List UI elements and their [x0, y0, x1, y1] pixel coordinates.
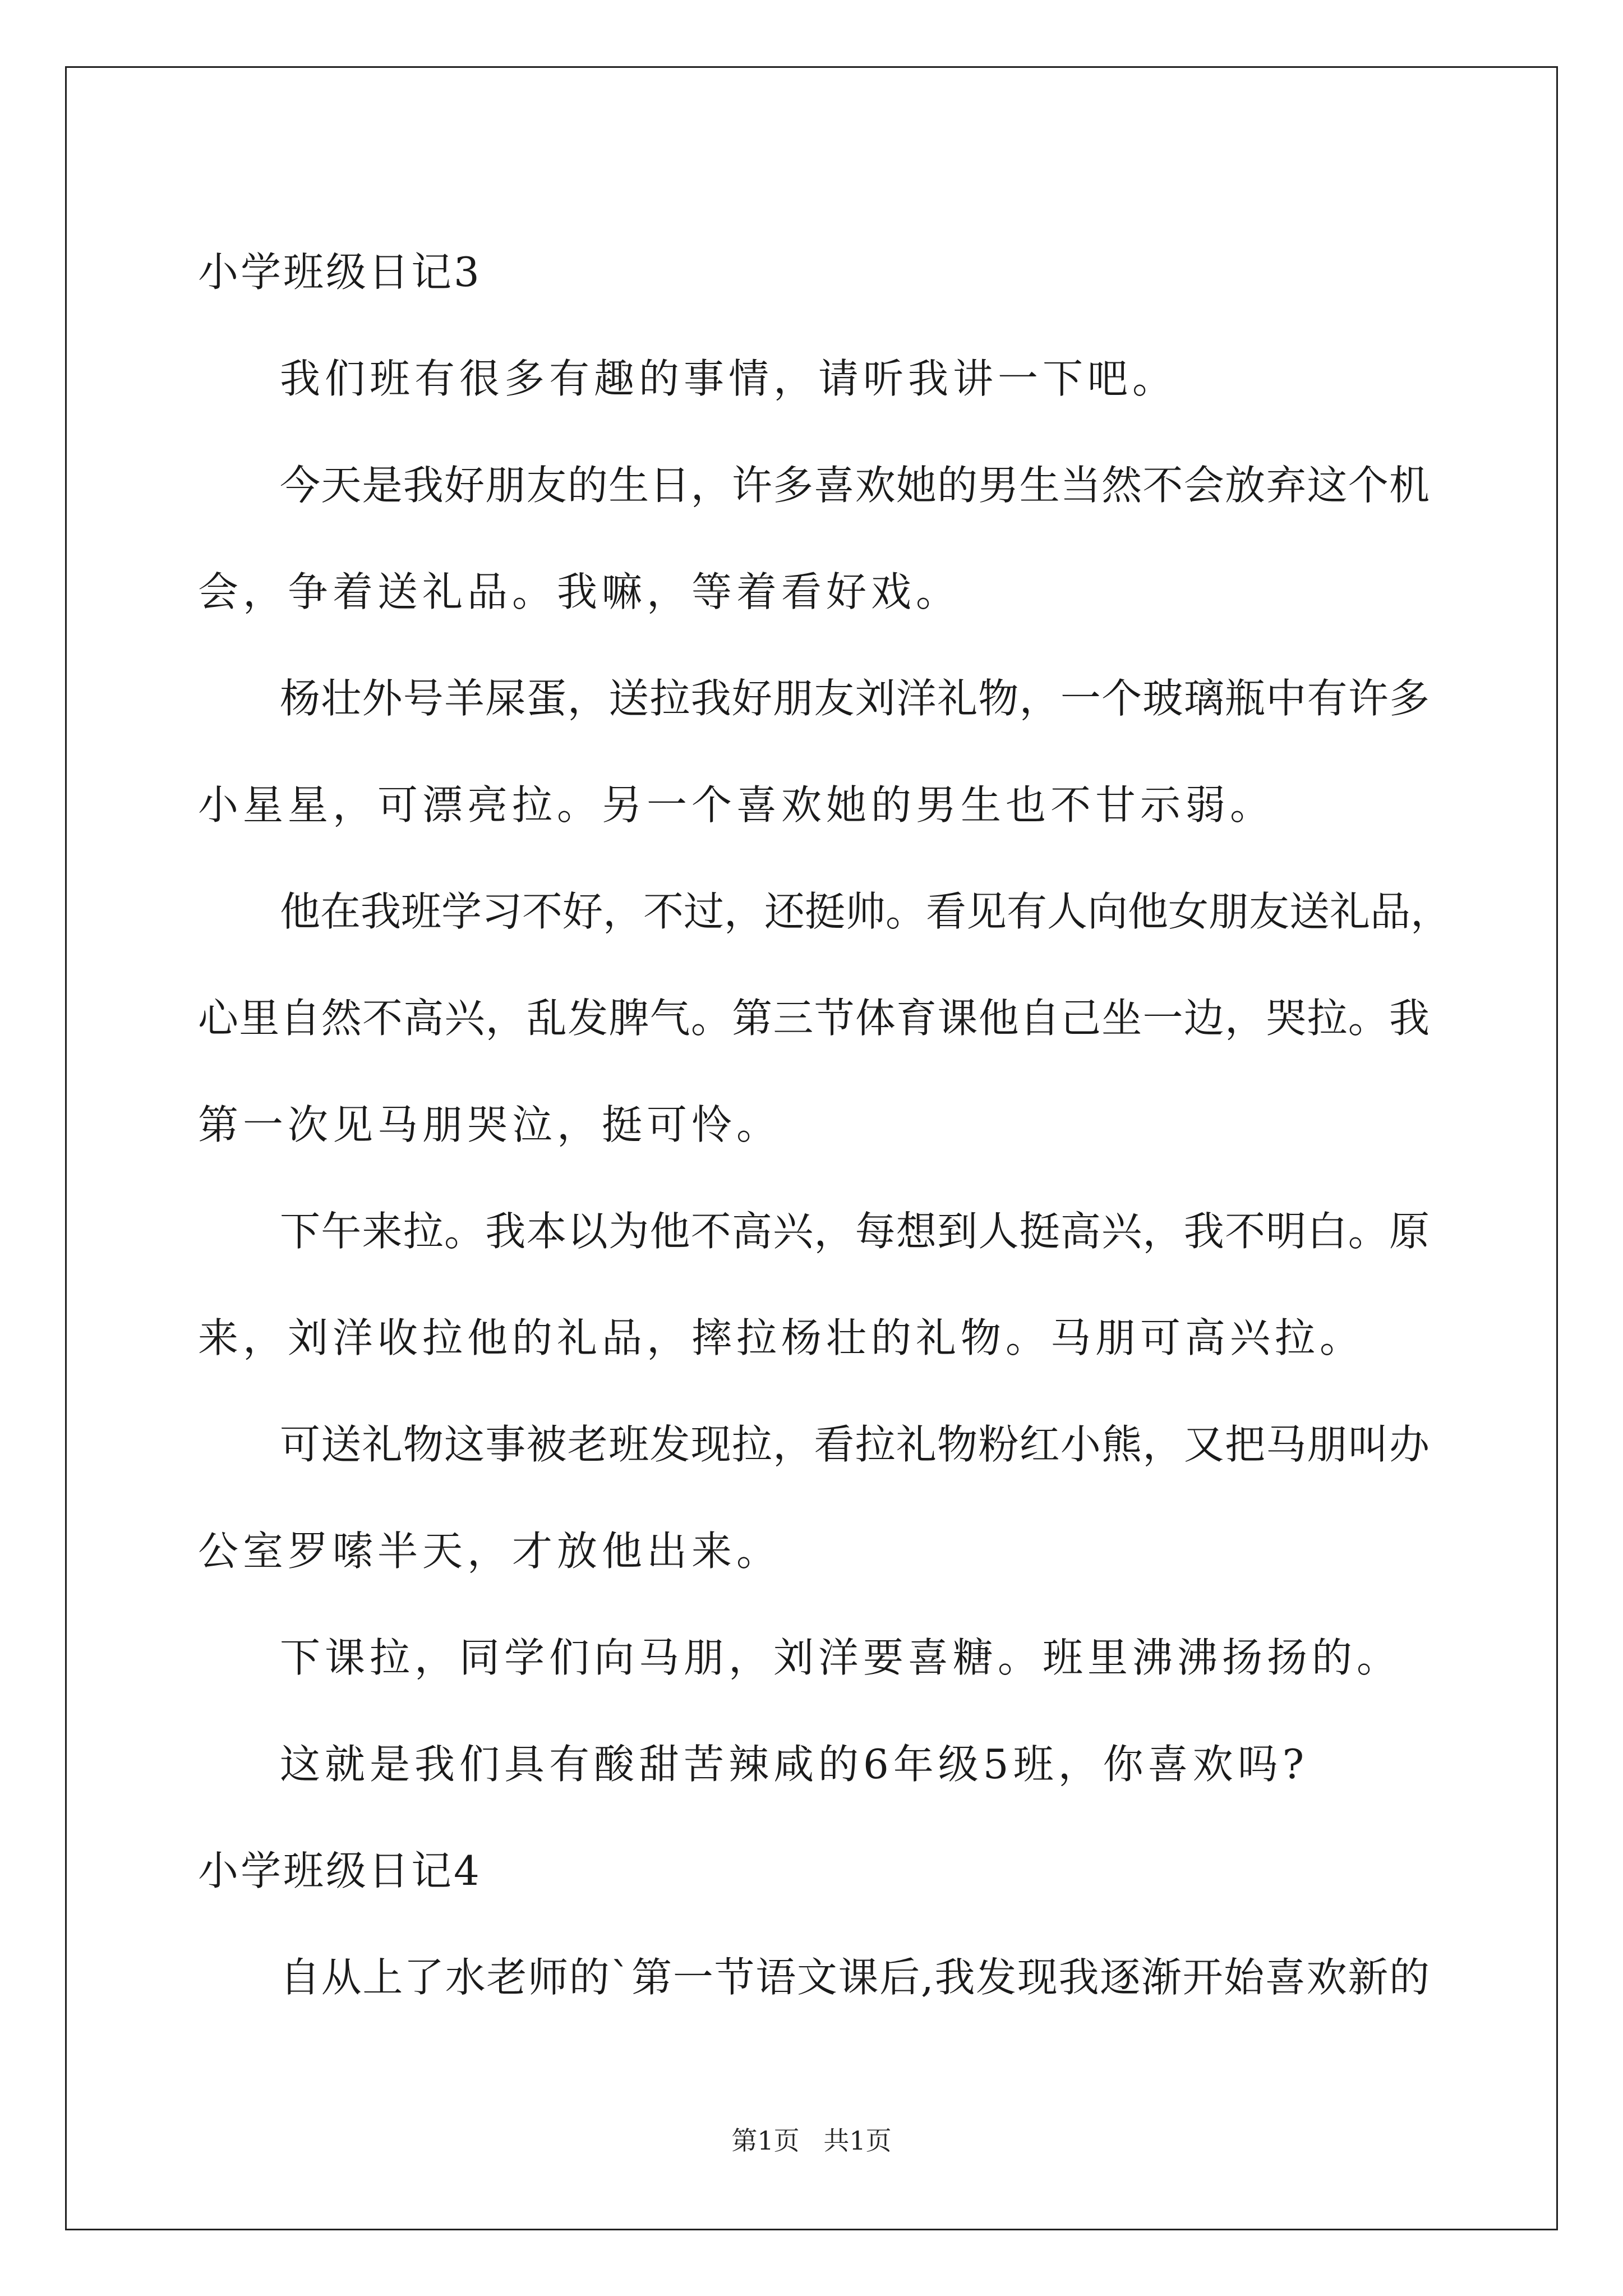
page-number: 第1页 [731, 2125, 800, 2156]
paragraph-line: 他在我班学习不好，不过，还挺帅。看见有人向他女朋友送礼品， [280, 888, 1451, 935]
page-total: 共1页 [823, 2125, 892, 2156]
page-footer [0, 2124, 1623, 2157]
paragraph-line: 下午来拉。我本以为他不高兴，每想到人挺高兴，我不明白。原 [280, 1208, 1430, 1255]
paragraph-line: 可送礼物这事被老班发现拉，看拉礼物粉红小熊，又把马朋叫办 [280, 1421, 1430, 1468]
paragraph-line: 第一次见马朋哭泣，挺可怜。 [198, 1101, 782, 1148]
paragraph-line: 自从上了水老师的`第一节语文课后,我发现我逐渐开始喜欢新的 [280, 1954, 1430, 2001]
paragraph-line: 今天是我好朋友的生日，许多喜欢她的男生当然不会放弃这个机 [280, 462, 1430, 509]
section-title: 小学班级日记3 [198, 249, 482, 296]
paragraph-line: 下课拉，同学们向马朋，刘洋要喜糖。班里沸沸扬扬的。 [280, 1634, 1402, 1681]
paragraph-line: 小星星，可漂亮拉。另一个喜欢她的男生也不甘示弱。 [198, 781, 1275, 829]
paragraph-line: 我们班有很多有趣的事情，请听我讲一下吧。 [280, 355, 1178, 402]
paragraph-line: 会，争着送礼品。我嘛，等着看好戏。 [198, 568, 961, 615]
document-body [198, 219, 1451, 2031]
paragraph-line: 来，刘洋收拉他的礼品，摔拉杨壮的礼物。马朋可高兴拉。 [198, 1314, 1365, 1361]
paragraph-line: 心里自然不高兴，乱发脾气。第三节体育课他自己坐一边，哭拉。我 [198, 995, 1430, 1042]
paragraph-line: 这就是我们具有酸甜苦辣咸的6年级5班，你喜欢吗? [280, 1741, 1309, 1788]
paragraph-line: 公室罗嗦半天，才放他出来。 [198, 1527, 782, 1575]
paragraph-line: 杨壮外号羊屎蛋，送拉我好朋友刘洋礼物，一个玻璃瓶中有许多 [280, 675, 1430, 722]
section-title: 小学班级日记4 [198, 1847, 482, 1894]
